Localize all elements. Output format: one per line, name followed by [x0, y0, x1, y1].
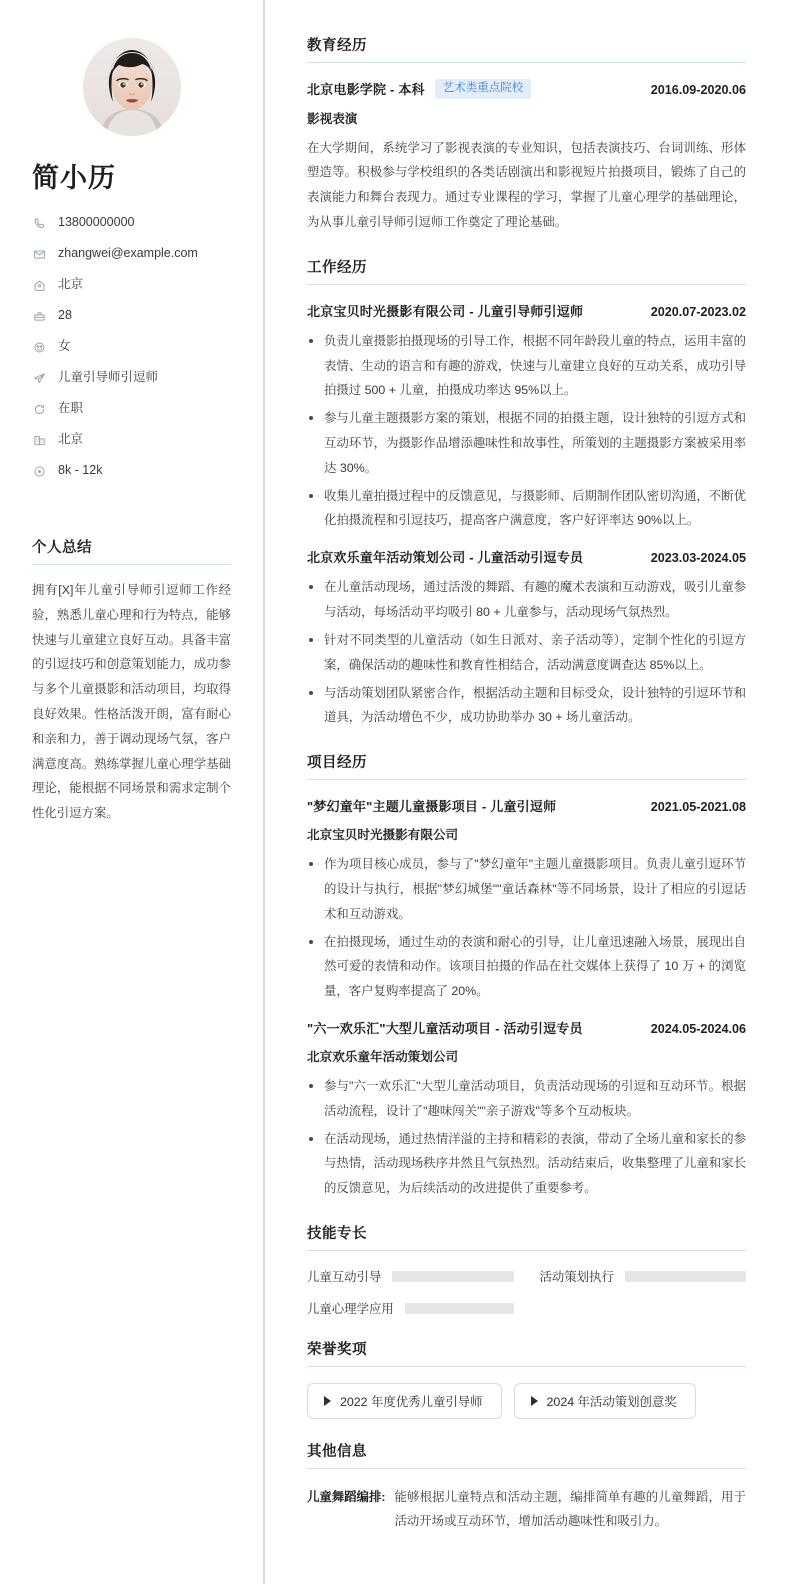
building-icon — [32, 433, 47, 448]
envelope-icon — [32, 247, 47, 262]
entry-title-wrap — [307, 79, 531, 99]
section-title: 荣誉奖项 — [307, 1338, 746, 1367]
section-projects — [307, 751, 746, 1201]
list-item: 与活动策划团队紧密合作，根据活动主题和目标受众，设计独特的引逗环节和道具，为活动增色不少，成功协助举办 30 + 场儿童活动。 — [307, 681, 746, 731]
work-entry — [307, 301, 746, 534]
portrait-photo-icon — [83, 38, 181, 136]
other-info-key: 儿童舞蹈编排: — [307, 1490, 386, 1505]
sidebar — [0, 0, 265, 1584]
section-title: 技能专长 — [307, 1222, 746, 1251]
bullet-list — [307, 575, 746, 730]
list-item — [32, 307, 231, 325]
list-item — [32, 245, 231, 263]
work-entry — [307, 547, 746, 730]
status-icon — [32, 402, 47, 417]
age-value: 28 — [58, 308, 72, 323]
list-item: 在拍摄现场，通过生动的表演和耐心的引导，让儿童迅速融入场景，展现出自然可爱的表情和动作。该项目拍摄的作品在社交媒体上获得了 10 万 + 的浏览量，客户复购率提高了 20%。 — [307, 930, 746, 1004]
skill-progress-track — [625, 1271, 746, 1282]
list-item: 收集儿童拍摄过程中的反馈意见，与摄影师、后期制作团队密切沟通，不断优化拍摄流程和引逗技巧，提高客户满意度，客户好评率达 90%以上。 — [307, 484, 746, 534]
city-value: 北京 — [58, 277, 84, 292]
skill-row — [307, 1267, 514, 1285]
entry-date: 2023.03-2024.05 — [650, 551, 746, 566]
school-name: 北京电影学院 - 本科 — [307, 82, 425, 98]
avatar-wrapper — [32, 38, 231, 136]
gender-value: 女 — [58, 339, 71, 354]
project-entry — [307, 1018, 746, 1201]
list-item — [32, 214, 231, 232]
salary-icon — [32, 464, 47, 479]
position-value: 儿童引导师引逗师 — [58, 370, 159, 385]
list-item: 参与儿童主题摄影方案的策划，根据不同的拍摄主题，设计独特的引逗方式和互动环节，为摄影作品增添趣味性和故事性，所策划的主题摄影方案被采用率达 30%。 — [307, 406, 746, 480]
project-entry — [307, 796, 746, 1004]
section-title: 个人总结 — [32, 536, 231, 565]
entry-date: 2024.05-2024.06 — [650, 1022, 746, 1037]
skill-label: 儿童互动引导 — [307, 1270, 382, 1285]
briefcase-icon — [32, 309, 47, 324]
skills-grid — [307, 1267, 746, 1317]
section-title: 其他信息 — [307, 1440, 746, 1469]
award-label: 2024 年活动策划创意奖 — [546, 1395, 677, 1410]
list-item — [32, 338, 231, 356]
bullet-list — [307, 852, 746, 1004]
avatar — [83, 38, 181, 136]
company-role: 北京宝贝时光摄影有限公司 - 儿童引导师引逗师 — [307, 303, 584, 319]
skill-label: 儿童心理学应用 — [307, 1302, 394, 1317]
awards-list — [307, 1383, 746, 1419]
education-entry — [307, 79, 746, 235]
entry-header — [307, 1018, 746, 1037]
skill-row — [307, 1299, 514, 1317]
list-item — [32, 431, 231, 449]
bullet-list — [307, 329, 746, 534]
project-company: 北京宝贝时光摄影有限公司 — [307, 828, 459, 843]
section-awards — [307, 1338, 746, 1419]
salary-value: 8k - 12k — [58, 463, 103, 478]
work-city-value: 北京 — [58, 432, 84, 447]
entry-date: 2021.05-2021.08 — [650, 800, 746, 815]
triangle-right-icon — [531, 1396, 538, 1406]
skill-label: 活动策划执行 — [539, 1270, 614, 1285]
skill-row — [540, 1267, 747, 1285]
list-item — [32, 276, 231, 294]
entry-date: 2020.07-2023.02 — [650, 304, 746, 319]
project-company: 北京欢乐童年活动策划公司 — [307, 1050, 459, 1065]
entry-date: 2016.09-2020.06 — [650, 83, 746, 98]
list-item — [32, 462, 231, 480]
list-item: 作为项目核心成员，参与了"梦幻童年"主题儿童摄影项目。负责儿童引逗环节的设计与执行，根据"梦幻城堡""童话森林"等不同场景，设计了相应的引逗话术和互动游戏。 — [307, 852, 746, 926]
list-item: 参与"六一欢乐汇"大型儿童活动项目，负责活动现场的引逗和互动环节。根据活动流程，设计了"趣味闯关""亲子游戏"等多个互动板块。 — [307, 1074, 746, 1124]
award-label: 2022 年度优秀儿童引导师 — [340, 1395, 483, 1410]
section-education — [307, 34, 746, 235]
list-item: 负责儿童摄影拍摄现场的引导工作，根据不同年龄段儿童的特点，运用丰富的表情、生动的语言和有趣的游戏，快速与儿童建立良好的互动关系，成功引导拍摄过 500 + 儿童，拍摄成功率达 95%以上。 — [307, 329, 746, 403]
major-name: 影视表演 — [307, 111, 358, 126]
section-title: 项目经历 — [307, 751, 746, 780]
entry-header — [307, 547, 746, 566]
entry-header — [307, 79, 746, 99]
award-chip[interactable] — [307, 1383, 502, 1419]
phone-icon — [32, 216, 47, 231]
list-item — [32, 369, 231, 387]
section-work — [307, 256, 746, 730]
status-badge: 艺术类重点院校 — [435, 79, 532, 99]
email-value: zhangwei@example.com — [58, 246, 198, 261]
phone-value: 13800000000 — [58, 215, 135, 230]
company-role: 北京欢乐童年活动策划公司 - 儿童活动引逗专员 — [307, 550, 584, 566]
other-info-row — [307, 1485, 746, 1533]
section-other-info — [307, 1440, 746, 1533]
section-skills — [307, 1222, 746, 1317]
personal-summary-text: 拥有[X]年儿童引导师引逗师工作经验，熟悉儿童心理和行为特点，能够快速与儿童建立良好互动。具备丰富的引逗技巧和创意策划能力，成功参与多个儿童摄影和活动项目，均取得良好效果。性格活泼开朗，富有耐心和亲和力，善于调动现场气氛，客户满意度高。熟练掌握儿童心理学基础理论，能根据不同场景和需求定制个性化引逗方案。 — [32, 582, 231, 821]
page-title: 简小历 — [32, 163, 116, 193]
employment-status-value: 在职 — [58, 401, 84, 416]
triangle-right-icon — [324, 1396, 331, 1406]
home-icon — [32, 278, 47, 293]
other-info-value: 能够根据儿童特点和活动主题，编排简单有趣的儿童舞蹈，用于活动开场或互动环节，增加活动趣味性和吸引力。 — [394, 1490, 746, 1529]
main-content — [265, 0, 794, 1584]
section-title: 教育经历 — [307, 34, 746, 63]
section-title: 工作经历 — [307, 256, 746, 285]
list-item: 针对不同类型的儿童活动（如生日派对、亲子活动等），定制个性化的引逗方案，确保活动的趣味性和教育性相结合，活动满意度调查达 85%以上。 — [307, 628, 746, 678]
bullet-list — [307, 1074, 746, 1201]
personal-summary-section — [32, 536, 231, 826]
award-chip[interactable] — [514, 1383, 696, 1419]
list-item: 在儿童活动现场，通过活泼的舞蹈、有趣的魔术表演和互动游戏，吸引儿童参与活动，每场活动平均吸引 80 + 儿童参与，活动现场气氛热烈。 — [307, 575, 746, 625]
project-name: "六一欢乐汇"大型儿童活动项目 - 活动引逗专员 — [307, 1021, 583, 1037]
skill-progress-track — [392, 1271, 513, 1282]
project-name: "梦幻童年"主题儿童摄影项目 - 儿童引逗师 — [307, 799, 557, 815]
entry-header — [307, 301, 746, 320]
education-description: 在大学期间，系统学习了影视表演的专业知识，包括表演技巧、台词训练、形体塑造等。积极参与学校组织的各类话剧演出和影视短片拍摄项目，锻炼了自己的表演能力和舞台表现力。通过专业课程的学习，掌握了儿童心理学的基础理论，为从事儿童引导师引逗师工作奠定了理论基础。 — [307, 140, 746, 229]
contact-info-list — [32, 214, 231, 480]
skill-progress-track — [405, 1303, 514, 1314]
list-item: 在活动现场，通过热情洋溢的主持和精彩的表演，带动了全场儿童和家长的参与热情，活动现场秩序井然且气氛热烈。活动结束后，收集整理了儿童和家长的反馈意见，为后续活动的改进提供了重要参考。 — [307, 1127, 746, 1201]
list-item — [32, 400, 231, 418]
entry-header — [307, 796, 746, 815]
gender-icon — [32, 340, 47, 355]
paper-plane-icon — [32, 371, 47, 386]
